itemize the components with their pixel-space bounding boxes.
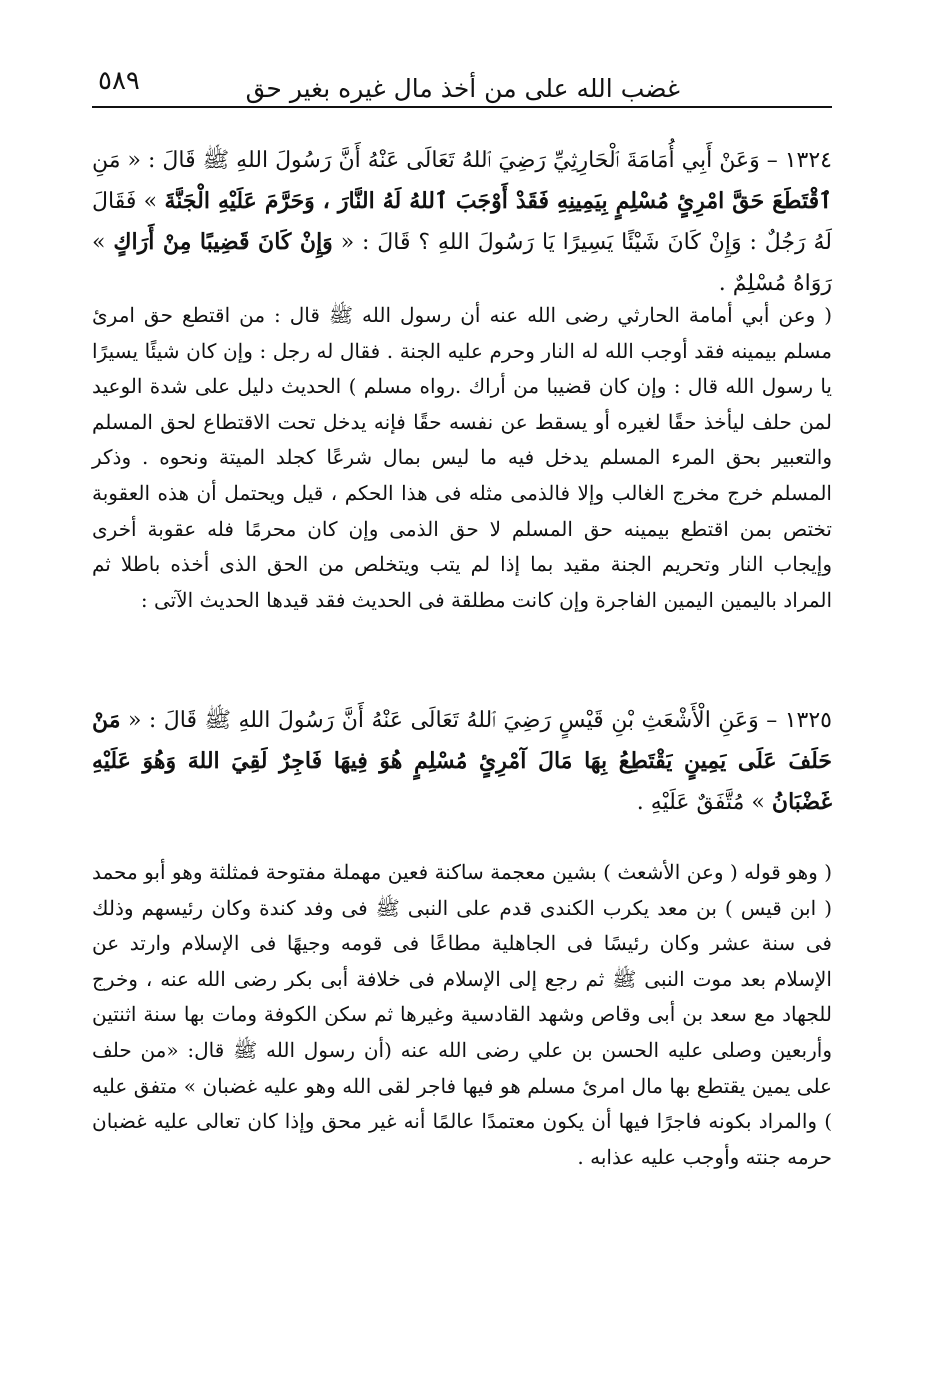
commentary-1324 bbox=[92, 298, 832, 618]
hadith-continuation: » فَقَالَ لَهُ رَجُلٌ : وَإِنْ كَانَ شَيْئًا يَسِيرًا يَا رَسُولَ اللهِ ؟ قَالَ : « bbox=[92, 189, 832, 255]
commentary-paragraph: ( وعن أبي أمامة الحارثي رضى الله عنه أن رسول الله ﷺ قال : من اقتطع حق امرئ مسلم بيمينه فقد أوجب الله له النار وحرم عليه الجنة . فقال له رجل : وإن كان شيئًا يسيرًا يا رسول الله قال : وإن كان قضيبا من أراك .رواه مسلم ) الحديث دليل على شدة الوعيد لمن حلف ليأخذ حقًا لغيره أو يسقط عن نفسه حقًا فإنه يدخل تحت الاقتطاع لحق المسلم والتعبير بحق المرء المسلم يدخل فيه ما ليس بمال شرعًا كجلد الميتة ونحوه . وذكر المسلم خرج مخرج الغالب وإلا فالذمى مثله فى هذا الحكم ، قيل ويحتمل أن هذه العقوبة تختص بمن اقتطع بيمينه حق المسلم لا حق الذمى وإن كان محرمًا فله عقوبة أخرى وإيجاب النار وتحريم الجنة مقيد بما إذا لم يتب ويتخلص من الحق الذى أخذه باطلا ثم المراد باليمين اليمين الفاجرة وإن كانت مطلقة فى الحديث فقد قيدها الحديث الآتى : bbox=[92, 303, 832, 612]
hadith-1325 bbox=[92, 700, 832, 823]
hadith-1324 bbox=[92, 140, 832, 304]
running-title: غضب الله على من أخذ مال غيره بغير حق bbox=[245, 74, 680, 103]
hadith-matn: ٱقْتَطَعَ حَقَّ امْرِئٍ مُسْلِمٍ بِيَمِينِهِ فَقَدْ أَوْجَبَ ٱللهُ لَهُ النَّارَ ، وَحَرَّمَ عَلَيْهِ الْجَنَّةَ bbox=[164, 188, 832, 214]
hadith-1325-text bbox=[92, 700, 832, 823]
header-rule bbox=[92, 106, 832, 108]
hadith-number: ١٣٢٤ bbox=[784, 148, 832, 173]
hadith-source: » رَوَاهُ مُسْلِمٌ . bbox=[92, 230, 832, 296]
page-header bbox=[92, 62, 832, 108]
hadith-source: » مُتَّفَقٌ عَلَيْهِ . bbox=[636, 790, 765, 815]
hadith-intro: – وَعَنِ الْأَشْعَثِ بْنِ قَيْسٍ رَضِيَ ٱللهُ تَعَالَى عَنْهُ أَنَّ رَسُولَ اللهِ ﷺ قَالَ : « bbox=[128, 708, 778, 733]
hadith-intro: – وَعَنْ أَبِي أُمَامَةَ ٱلْحَارِثِيِّ رَضِيَ ٱللهُ تَعَالَى عَنْهُ أَنَّ رَسُولَ اللهِ ﷺ قَالَ : « مَنِ bbox=[92, 148, 778, 173]
commentary-1325 bbox=[92, 855, 832, 1175]
hadith-number: ١٣٢٥ bbox=[784, 708, 832, 733]
hadith-matn: مَنْ حَلَفَ عَلَى يَمِينٍ يَقْتَطِعُ بِهَا مَالَ آمْرِئٍ مُسْلِمٍ هُوَ فِيهَا فَاجِرٌ لَقِيَ اللهَ وَهُوَ عَلَيْهِ غَضْبَانُ bbox=[92, 707, 832, 815]
page-number: ٥٨٩ bbox=[98, 66, 140, 96]
hadith-1324-text bbox=[92, 140, 832, 304]
commentary-paragraph: ( وهو قوله ( وعن الأشعث ) بشين معجمة ساكنة فعين مهملة مفتوحة فمثلثة وهو أبو محمد ( ابن قيس ) بن معد يكرب الكندى قدم على النبى ﷺ فى وفد كندة وكان رئيسهم وذلك فى سنة عشر وكان رئيسًا فى الجاهلية مطاعًا فى قومه وجيهًا فى الإسلام وارتد عن الإسلام بعد موت النبى ﷺ ثم رجع إلى الإسلام فى خلافة أبى بكر رضى الله عنه ، وخرج للجهاد مع سعد بن أبى وقاص وشهد القادسية وغيرها ثم سكن الكوفة ومات بها سنة اثنتين وأربعين وصلى عليه الحسن بن علي رضى الله عنه (أن رسول الله ﷺ قال: «من حلف على يمين يقتطع بها مال امرئ مسلم هو فيها فاجر لقى الله وهو عليه غضبان » متفق عليه ) والمراد بكونه فاجرًا فيها أن يكون معتمدًا عالمًا أنه غير محق وإذا كان تعالى عليه غضبان حرمه جنته وأوجب عليه عذابه . bbox=[92, 860, 832, 1169]
hadith-matn-answer: وَإِنْ كَانَ قَضِيبًا مِنْ أَرَاكٍ bbox=[113, 229, 333, 255]
